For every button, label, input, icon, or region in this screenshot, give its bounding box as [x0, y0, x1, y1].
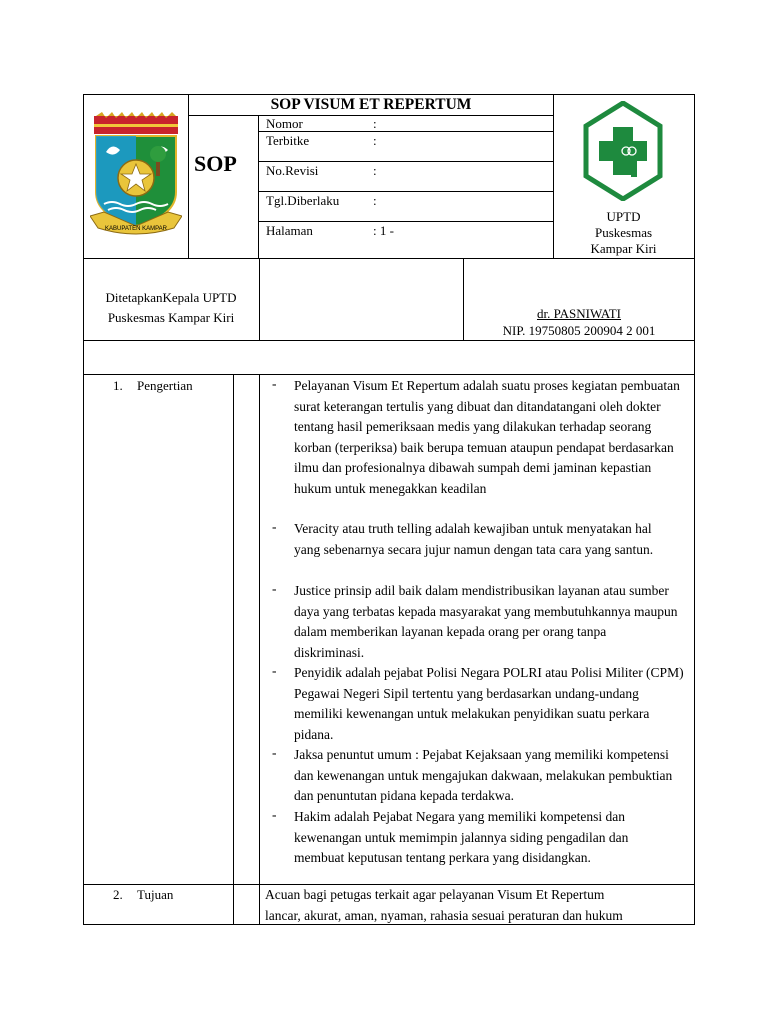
sop-label: SOP: [194, 151, 237, 176]
approval-left-line-1: DitetapkanKepala UPTD: [105, 290, 237, 305]
field-norevisi-label: No.Revisi: [266, 163, 319, 178]
page-title: SOP VISUM ET REPERTUM: [270, 96, 472, 113]
section-2-title: Tujuan: [137, 887, 174, 902]
list-item: Jaksa penuntut umum : Pejabat Kejaksaan yang memiliki kompetensi dan kewenangan untuk mengajukan dakwaan, melakukan pembuktian dan penuntutan pidana kepada terdakwa.: [294, 747, 673, 803]
field-nomor-value: :: [373, 116, 377, 131]
field-halaman-value: : 1 -: [373, 223, 394, 238]
section-1-title: Pengertian: [137, 378, 193, 393]
list-item: Pelayanan Visum Et Repertum adalah suatu proses kegiatan pembuatan surat keterangan tertulis yang dibuat dan ditandatangani oleh dokter tentang hasil pemeriksaan medis yang dilakukan terhadap seorang korban (terperiksa) baik berupa temuan ataupun pendapat berdasarkan ilmu dan profesionalnya dibawah sumpah demi jaminan kepastian hukum untuk menegakkan keadilan: [294, 378, 680, 496]
section-1-number: 1.: [113, 378, 123, 393]
field-norevisi-value: :: [373, 163, 377, 178]
approval-left-line-2: Puskesmas Kampar Kiri: [107, 310, 235, 325]
field-tgl-label: Tgl.Diberlaku: [266, 193, 340, 208]
org-line-1: UPTD: [606, 209, 641, 224]
section-2-number: 2.: [113, 887, 123, 902]
section-2-line-1: Acuan bagi petugas terkait agar pelayanan Visum Et Repertum: [265, 887, 605, 902]
field-terbitke-label: Terbitke: [266, 133, 310, 148]
bullet-dash: -: [272, 663, 277, 678]
bullet-dash: -: [272, 376, 277, 391]
org-line-3: Kampar Kiri: [590, 241, 657, 256]
bullet-dash: -: [272, 581, 277, 596]
org-line-2: Puskesmas: [594, 225, 653, 240]
svg-text:KABUPATEN KAMPAR: KABUPATEN KAMPAR: [104, 226, 168, 232]
field-tgl-value: :: [373, 193, 377, 208]
list-item: Veracity atau truth telling adalah kewajiban untuk menyatakan hal yang sebenarnya secara jujur namun dengan tata cara yang santun.: [294, 521, 654, 557]
list-item: Penyidik adalah pejabat Polisi Negara POLRI atau Polisi Militer (CPM) Pegawai Negeri Sipil tertentu yang berdasarkan undang-undang memiliki kewenangan untuk melakukan penyidikan suatu perkara pidana.: [294, 665, 684, 742]
field-halaman-label: Halaman: [266, 223, 313, 238]
puskesmas-cross-logo-icon: [582, 101, 664, 201]
kabupaten-kampar-emblem-icon: [90, 112, 182, 240]
bullet-dash: -: [272, 519, 277, 534]
list-item: Hakim adalah Pejabat Negara yang memiliki kompetensi dan kewenangan untuk memimpin jalannya siding pengadilan dan membuat keputusan tentang perkara yang disidangkan.: [294, 809, 629, 865]
bullet-dash: -: [272, 745, 277, 760]
field-nomor-label: Nomor: [266, 116, 303, 131]
section-2-line-2: lancar, akurat, aman, nyaman, rahasia sesuai peraturan dan hukum: [265, 908, 623, 923]
signatory-name: dr. PASNIWATI: [536, 306, 622, 321]
list-item: Justice prinsip adil baik dalam mendistribusikan layanan atau sumber daya yang terbatas kepada masyarakat yang membutuhkannya maupun dalam memberikan layanan kepada orang per orang tanpa diskriminasi.: [294, 583, 678, 660]
bullet-dash: -: [272, 807, 277, 822]
field-terbitke-value: :: [373, 133, 377, 148]
signatory-nip: NIP. 19750805 200904 2 001: [502, 323, 656, 338]
